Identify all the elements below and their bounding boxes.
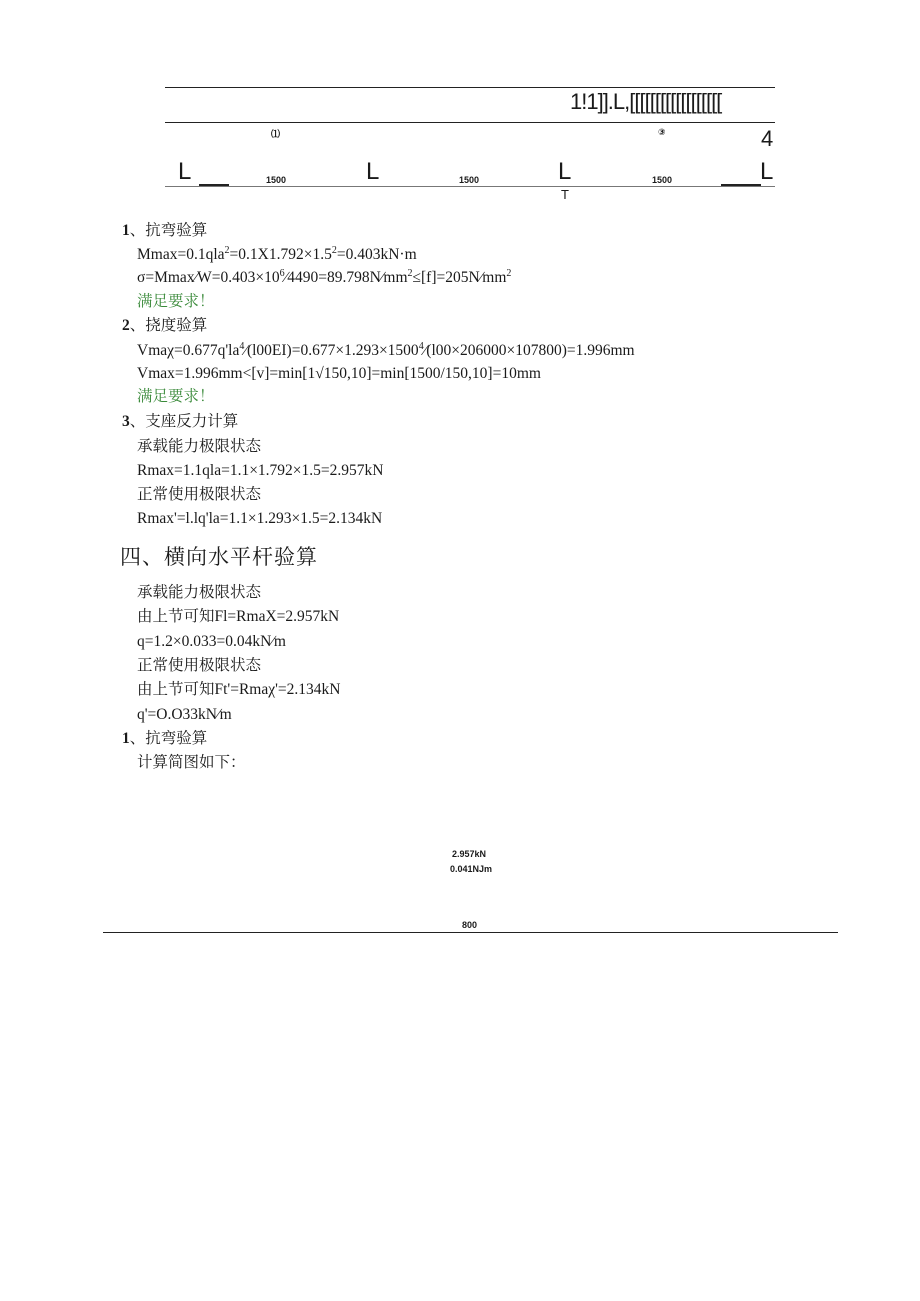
transverse-bar-heading: 四、横向水平杆验算	[120, 545, 318, 569]
vmax-formula: $Vma\chi=0.677q'la^4∕(l00EI)=0.677\times 1.293\times 1500^4∕(l00\times 206000\times 107800)=1.996mm$	[137, 340, 635, 359]
beam-line	[103, 932, 838, 933]
requirement-met-2: 满足要求！	[137, 388, 215, 405]
support-tee: T	[561, 188, 569, 199]
diagram-bottom-line	[165, 186, 775, 187]
f1-prime-formula: 由上节可知Ft'=Rmaχ'=2.134kN	[137, 681, 341, 698]
span-dim-1: 1500	[266, 175, 287, 185]
stress-formula: $\sigma=Mmax∕W=0.403\times 10^6∕4490=89.798N∕mm^2\le[f]=205N∕mm^2$	[137, 267, 512, 286]
span-dim-3: 1500	[652, 175, 673, 185]
serviceability-state-label-2: 正常使用极限状态	[137, 657, 262, 674]
node-label-3: ③	[658, 127, 666, 137]
support-mark-4: L	[760, 158, 774, 185]
mmax-formula: $Mmax=0.1qla^2=0.1X1.792\times 1.5^2=0.403kN\cdot m$	[137, 244, 417, 263]
diagram-top-text: 1!1]].L,[[[[[[[[[[[[[[[[[[	[570, 89, 722, 114]
section-heading-2: 2、挠度验算	[122, 317, 208, 334]
support-mark-2: L	[366, 158, 380, 185]
section-heading-5: 1、抗弯验算	[122, 730, 208, 747]
serviceability-state-label: 正常使用极限状态	[137, 486, 262, 503]
diagram-middle-line	[165, 122, 775, 123]
rmax-formula: Rmax=1.1qla=1.1×1.792×1.5=2.957kN	[137, 462, 384, 479]
ultimate-state-label-2: 承载能力极限状态	[137, 584, 262, 601]
point-load-label: 2.957kN	[452, 849, 487, 859]
f1-formula: 由上节可知Fl=RmaX=2.957kN	[137, 608, 340, 625]
vmax-limit: Vmax=1.996mm<[v]=min[1√150,10]=min[1500/150,10]=10mm	[137, 365, 541, 382]
section-heading-3: 3、支座反力计算	[122, 413, 239, 430]
diagram-caption: 计算简图如下：	[137, 754, 246, 771]
span-length-label: 800	[462, 920, 478, 930]
diagram-top-line	[165, 87, 775, 88]
support-mark-3: L	[558, 158, 572, 185]
span-dim-2: 1500	[459, 175, 480, 185]
node-label-1: ⑴	[271, 129, 281, 139]
node-label-4: 4	[761, 126, 774, 151]
section-heading-1: 1、抗弯验算	[122, 222, 208, 239]
support-mark-1: L	[178, 158, 192, 185]
q-prime-formula: q'=O.O33kN∕m	[137, 706, 232, 723]
rmax-prime-formula: Rmax'=l.lq'la=1.1×1.293×1.5=2.134kN	[137, 510, 383, 527]
requirement-met-1: 满足要求！	[137, 293, 215, 310]
distributed-load-label: 0.041NJm	[450, 864, 493, 874]
q-formula: q=1.2×0.033=0.04kN∕m	[137, 633, 286, 650]
ultimate-state-label: 承载能力极限状态	[137, 438, 262, 455]
